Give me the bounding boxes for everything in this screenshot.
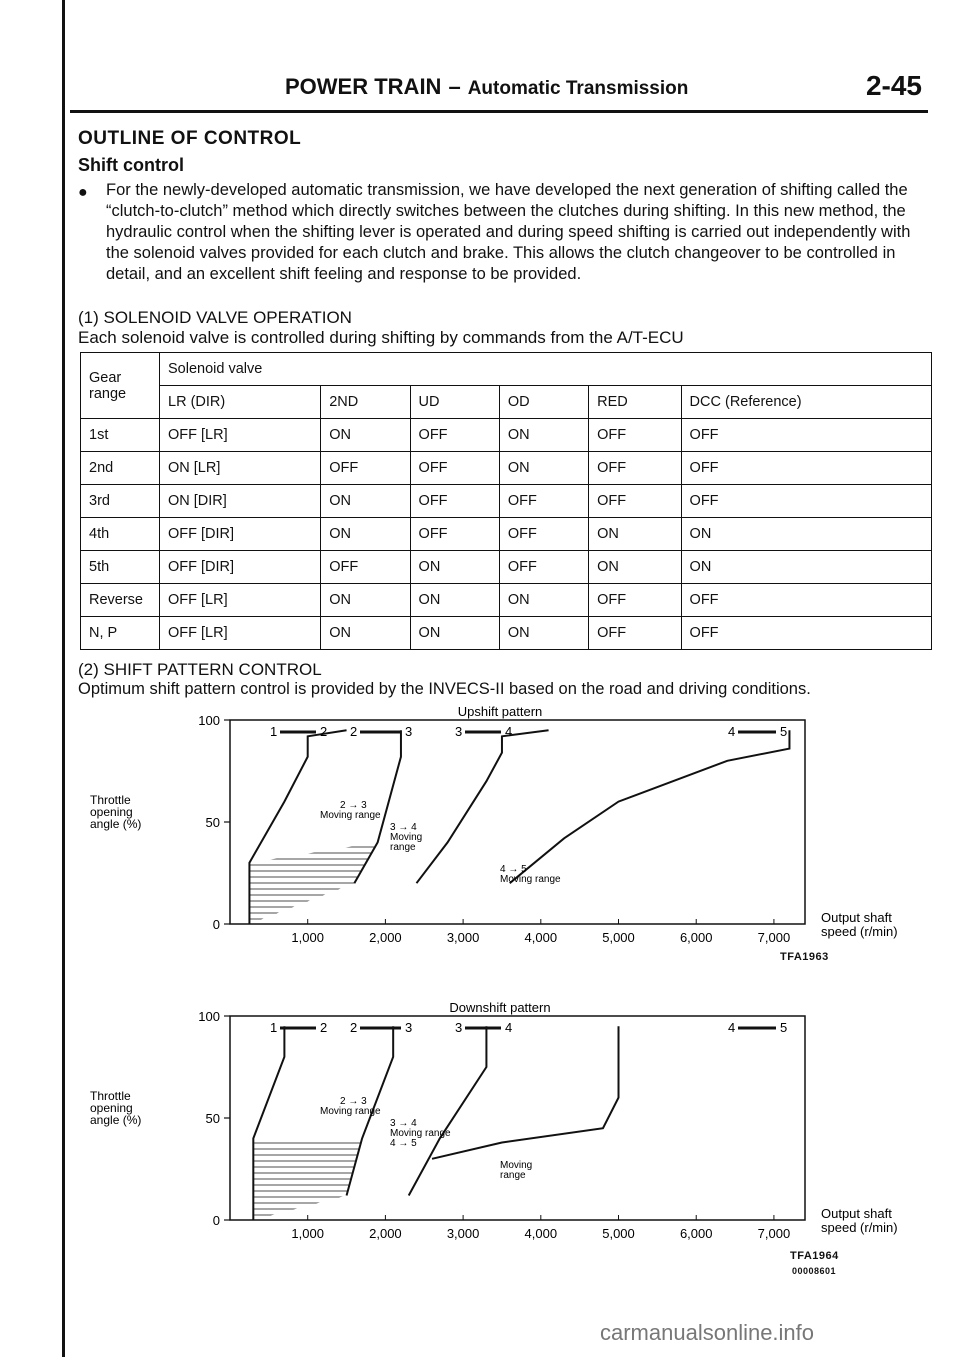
table-cell: OFF	[681, 485, 931, 518]
table-row	[81, 419, 932, 452]
moving-range-label: range	[390, 842, 416, 853]
table-cell: ON	[321, 419, 410, 452]
x-tick-label: 3,000	[446, 930, 480, 945]
shift-line-4	[432, 1026, 618, 1159]
section2-title: (2) SHIFT PATTERN CONTROL	[78, 660, 322, 679]
table-row	[81, 518, 932, 551]
gear-cell: 2nd	[81, 452, 160, 485]
y-axis-label: Throttle	[90, 793, 131, 807]
table-cell: OFF	[410, 419, 499, 452]
x-tick-label: 2,000	[369, 930, 402, 945]
shift-gear-label: 2	[320, 724, 328, 739]
table-cell: OFF	[681, 584, 931, 617]
table-cell: ON	[499, 584, 588, 617]
gear-range-header: Gear range	[81, 353, 160, 419]
gear-cell: 5th	[81, 551, 160, 584]
table-cell: ON	[321, 617, 410, 650]
table-cell: ON	[410, 617, 499, 650]
table-cell: ON [LR]	[160, 452, 321, 485]
chart-title: Upshift pattern	[457, 704, 543, 719]
table-cell: ON	[410, 584, 499, 617]
table-cell: ON	[499, 419, 588, 452]
watermark: carmanualsonline.info	[600, 1320, 815, 1345]
bullet-text: For the newly-developed automatic transmission, we have developed the next generation of shifting called the “clutch-to-clutch” method which directly switches between the clutches during shifting. In this new method, the hydraulic control when the shifting lever is operated and during speed shifting is carried out independently with the solenoid valves provided for each clutch and brake. This allows the clutch changeover to be controlled in detail, and an excellent shift feeling and response to be provided.	[106, 181, 911, 283]
downshift-chart	[80, 1000, 900, 1258]
bullet-icon: ●	[78, 184, 88, 201]
column-header: RED	[589, 386, 681, 419]
x-tick-label: 5,000	[602, 1226, 635, 1241]
x-tick-label: 7,000	[757, 930, 791, 945]
column-header: UD	[410, 386, 499, 419]
table-cell: OFF	[410, 518, 499, 551]
column-header: OD	[499, 386, 588, 419]
table-body	[81, 419, 932, 650]
shift-gear-label: 2	[350, 1020, 358, 1035]
moving-range-label: 4 → 5	[500, 864, 527, 875]
shift-gear-label: 4	[505, 1020, 513, 1035]
section2-body: Optimum shift pattern control is provided by the INVECS-II based on the road and driving conditions.	[78, 680, 811, 698]
table-cell: OFF [LR]	[160, 584, 321, 617]
table-cell: ON	[681, 518, 931, 551]
doc-code: 00008601	[792, 1266, 837, 1276]
table-cell: ON	[589, 518, 681, 551]
moving-range-label: 2 → 3	[340, 1096, 367, 1107]
table-cell: OFF [LR]	[160, 419, 321, 452]
table-cell: OFF	[681, 617, 931, 650]
page-header	[70, 68, 928, 113]
table-cell: ON	[499, 452, 588, 485]
shift-gear-label: 5	[780, 724, 788, 739]
column-header: 2ND	[321, 386, 410, 419]
table-cell: OFF	[589, 485, 681, 518]
section1-body: Each solenoid valve is controlled during shifting by commands from the A/T-ECU	[78, 328, 684, 347]
shift-gear-label: 1	[270, 1020, 278, 1035]
shift-gear-label: 2	[350, 724, 358, 739]
y-tick-label: 100	[198, 1009, 220, 1024]
table-cell: OFF	[321, 452, 410, 485]
moving-range-label: 3 → 4	[390, 1118, 417, 1129]
table-row	[81, 617, 932, 650]
table-cell: OFF	[589, 452, 681, 485]
table-cell: ON	[321, 518, 410, 551]
x-tick-label: 1,000	[291, 930, 324, 945]
column-header-row	[81, 386, 932, 419]
shift-gear-label: 3	[405, 724, 413, 739]
upshift-ref-code: TFA1963	[780, 951, 829, 963]
table-row	[81, 584, 932, 617]
shift-gear-label: 4	[728, 724, 736, 739]
chart-title: Downshift pattern	[449, 1000, 551, 1015]
x-tick-label: 4,000	[524, 930, 558, 945]
x-tick-label: 3,000	[446, 1226, 480, 1241]
table-cell: OFF	[410, 452, 499, 485]
x-tick-label: 7,000	[757, 1226, 791, 1241]
y-tick-label: 50	[205, 1111, 220, 1126]
x-tick-label: 4,000	[524, 1226, 558, 1241]
upshift-chart	[80, 704, 900, 962]
x-tick-label: 1,000	[291, 1226, 324, 1241]
y-tick-label: 50	[205, 815, 220, 830]
section1-title: (1) SOLENOID VALVE OPERATION	[78, 308, 352, 327]
shift-gear-label: 3	[455, 1020, 463, 1035]
table-cell: OFF	[321, 551, 410, 584]
table-cell: OFF [DIR]	[160, 551, 321, 584]
moving-range-label: 4 → 5	[390, 1138, 417, 1149]
shift-gear-label: 2	[320, 1020, 328, 1035]
shift-gear-label: 4	[505, 724, 513, 739]
y-axis-label: angle (%)	[90, 817, 142, 831]
moving-range-label: Moving	[390, 832, 423, 843]
shift-gear-label: 5	[780, 1020, 788, 1035]
x-axis-label: Output shaft	[821, 910, 892, 925]
table-row	[81, 485, 932, 518]
column-header: LR (DIR)	[160, 386, 321, 419]
x-tick-label: 5,000	[602, 930, 635, 945]
gear-cell: N, P	[81, 617, 160, 650]
shift-gear-label: 3	[455, 724, 463, 739]
shift-control-title: Shift control	[78, 155, 184, 175]
table-cell: ON	[321, 485, 410, 518]
table-cell: OFF	[499, 485, 588, 518]
x-tick-label: 6,000	[679, 930, 713, 945]
table-cell: OFF	[589, 584, 681, 617]
moving-range-label: 3 → 4	[390, 822, 417, 833]
table-cell: OFF	[681, 419, 931, 452]
shift-gear-label: 3	[405, 1020, 413, 1035]
solenoid-valve-header: Solenoid valve	[160, 353, 932, 386]
table-cell: OFF	[499, 551, 588, 584]
moving-range-label: Moving range	[320, 1106, 381, 1117]
x-axis-label: speed (r/min)	[821, 924, 898, 939]
moving-range-area	[249, 842, 377, 924]
binding-edge	[0, 0, 65, 1357]
y-tick-label: 0	[212, 917, 220, 932]
header-title: POWER TRAIN – Automatic Transmission	[285, 74, 689, 99]
y-axis-label: opening	[90, 1101, 133, 1115]
table-cell: ON	[321, 584, 410, 617]
shift-line-3	[409, 1026, 487, 1195]
x-tick-label: 2,000	[369, 1226, 402, 1241]
table-cell: OFF	[589, 419, 681, 452]
y-axis-label: angle (%)	[90, 1113, 142, 1127]
shift-line-3	[416, 730, 548, 883]
table-cell: OFF	[681, 452, 931, 485]
gear-cell: 3rd	[81, 485, 160, 518]
column-header: DCC (Reference)	[681, 386, 931, 419]
moving-range-label: range	[500, 1170, 526, 1181]
table-row	[81, 452, 932, 485]
shift-gear-label: 1	[270, 724, 278, 739]
y-tick-label: 0	[212, 1213, 220, 1228]
downshift-chart-svg	[80, 1000, 900, 1258]
moving-range-label: Moving	[500, 1160, 533, 1171]
y-axis-label: Throttle	[90, 1089, 131, 1103]
moving-range-label: 2 → 3	[340, 800, 367, 811]
gear-cell: 1st	[81, 419, 160, 452]
table-cell: OFF	[410, 485, 499, 518]
table-cell: ON	[410, 551, 499, 584]
table-cell: OFF [DIR]	[160, 518, 321, 551]
table-cell: ON	[499, 617, 588, 650]
moving-range-area	[253, 1138, 362, 1220]
moving-range-label: Moving range	[500, 874, 561, 885]
table-cell: ON	[681, 551, 931, 584]
shift-line-4	[510, 730, 790, 883]
x-axis-label: speed (r/min)	[821, 1220, 898, 1235]
shift-gear-label: 4	[728, 1020, 736, 1035]
x-axis-label: Output shaft	[821, 1206, 892, 1221]
moving-range-label: Moving range	[320, 810, 381, 821]
table-cell: OFF	[589, 617, 681, 650]
y-axis-label: opening	[90, 805, 133, 819]
outline-title: OUTLINE OF CONTROL	[78, 128, 302, 149]
table-cell: ON [DIR]	[160, 485, 321, 518]
solenoid-table	[80, 352, 932, 650]
page-number: 2-45	[865, 70, 922, 101]
y-tick-label: 100	[198, 713, 220, 728]
gear-cell: 4th	[81, 518, 160, 551]
gear-cell: Reverse	[81, 584, 160, 617]
table-cell: OFF	[499, 518, 588, 551]
table-cell: OFF [LR]	[160, 617, 321, 650]
moving-range-label: Moving range	[390, 1128, 451, 1139]
downshift-ref-code: TFA1964	[790, 1250, 839, 1262]
x-tick-label: 6,000	[679, 1226, 713, 1241]
table-row	[81, 551, 932, 584]
upshift-chart-svg	[80, 704, 900, 962]
table-cell: ON	[589, 551, 681, 584]
